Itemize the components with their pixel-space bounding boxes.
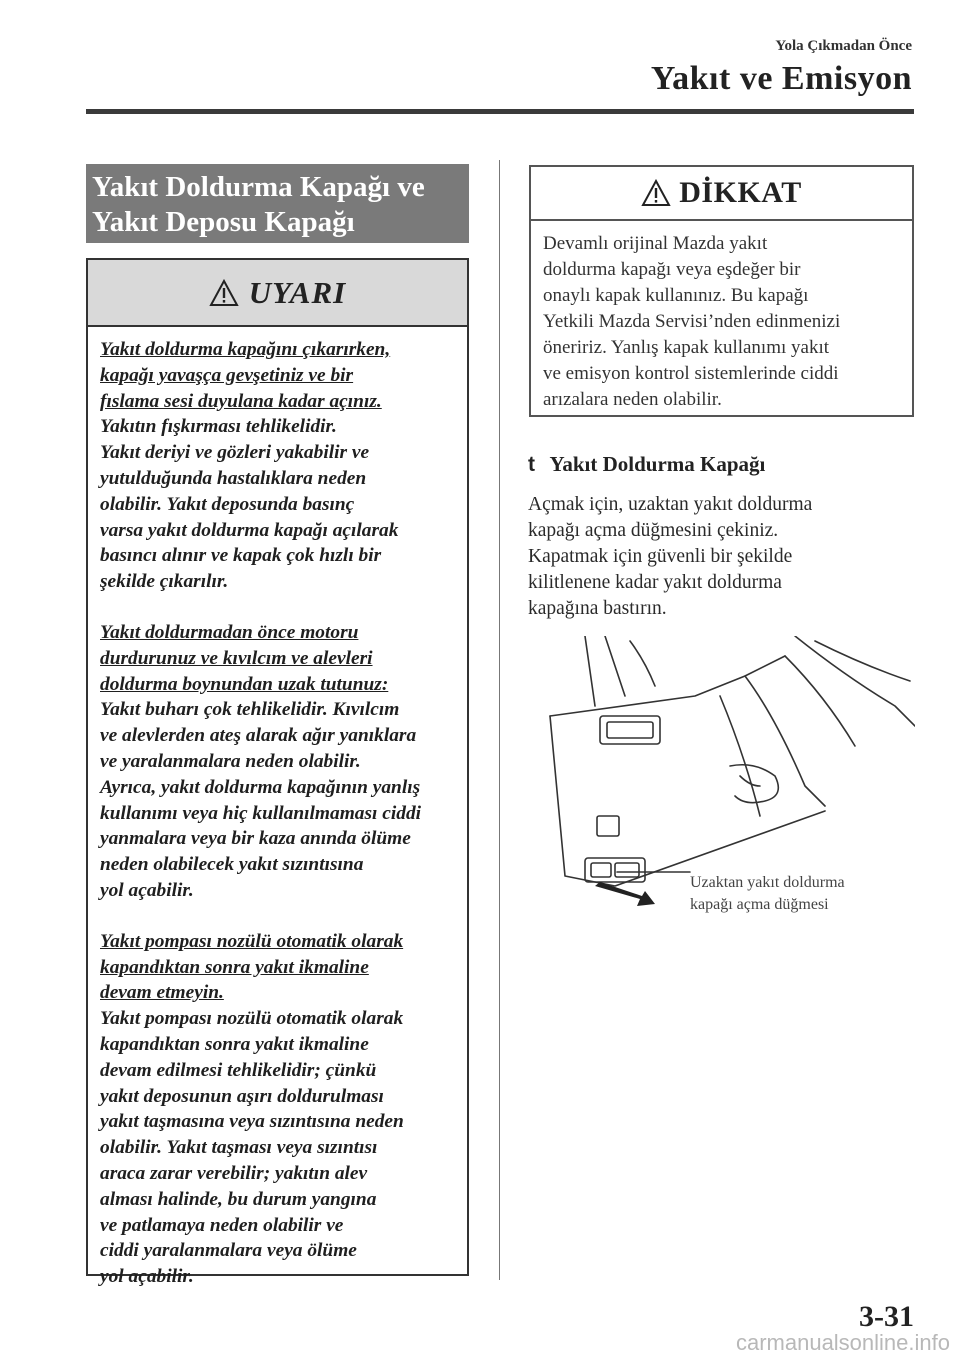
callout-line: Uzaktan yakıt doldurma (690, 874, 845, 891)
warning-emphasis-line: doldurma boynundan uzak tutunuz: (100, 673, 389, 695)
body-text-line: kapağı açma düğmesini çekiniz. (528, 520, 779, 541)
page-number: 3-31 (859, 1300, 914, 1333)
subsection-title: Yakıt Doldurma Kapağı (549, 452, 766, 476)
section-banner-line: Yakıt Deposu Kapağı (92, 206, 355, 238)
warning-emphasis-line: devam etmeyin. (100, 982, 224, 1004)
warning-label: UYARI (248, 274, 347, 310)
caution-text-line: onaylı kapak kullanınız. Bu kapağı (543, 285, 809, 306)
section-banner (86, 164, 469, 243)
callout-line: kapağı açma düğmesi (690, 896, 829, 913)
warning-text-line: Yakıtın fışkırması tehlikelidir. (100, 416, 337, 438)
warning-emphasis-line: Yakıt doldurmadan önce motoru (100, 621, 359, 643)
caution-box (529, 165, 914, 417)
warning-text-line: şekilde çıkarılır. (100, 571, 229, 593)
warning-emphasis-line: durdurunuz ve kıvılcım ve alevleri (100, 647, 373, 669)
warning-text-line: yakıt taşmasına veya sızıntısına neden (100, 1111, 404, 1133)
warning-text-line: yakıt deposunun aşırı doldurulması (100, 1085, 384, 1107)
section-banner-line: Yakıt Doldurma Kapağı ve (92, 171, 425, 203)
warning-text-line: araca zarar verebilir; yakıtın alev (100, 1162, 368, 1184)
caution-text-line: Yetkili Mazda Servisi’nden edinmenizi (543, 311, 841, 332)
paragraph-gap (100, 904, 455, 929)
warning-triangle-icon (209, 279, 239, 307)
warning-emphasis-line: kapandıktan sonra yakıt ikmaline (100, 956, 369, 978)
body-text-line: kapağına bastırın. (528, 598, 667, 619)
warning-emphasis-line: Yakıt pompası nozülü otomatik olarak (100, 930, 404, 952)
warning-text-line: Yakıt deriyi ve gözleri yakabilir ve (100, 442, 370, 464)
warning-text-line: ve yaralanmalara neden olabilir. (100, 750, 361, 772)
illustration-callout (690, 872, 845, 916)
paragraph-gap (100, 595, 455, 620)
caution-triangle-icon (641, 179, 671, 207)
subsection-heading (528, 452, 765, 477)
warning-text-line: ve alevlerden ateş alarak ağır yanıklara (100, 725, 417, 747)
body-text-line: Açmak için, uzaktan yakıt doldurma (528, 494, 813, 515)
warning-box (86, 258, 469, 1288)
warning-text-line: ve patlamaya neden olabilir ve (100, 1214, 344, 1236)
caution-label: DİKKAT (679, 176, 802, 209)
warning-text-line: neden olabilecek yakıt sızıntısına (100, 854, 364, 876)
warning-text-line: yanmalara veya bir kaza anında ölüme (100, 828, 411, 850)
warning-emphasis-line: kapağı yavaşça gevşetiniz ve bir (100, 364, 354, 386)
warning-text-line: ciddi yaralanmalara veya ölüme (100, 1240, 357, 1262)
body-text-line: kilitlenene kadar yakıt doldurma (528, 572, 782, 593)
warning-text-line: kapandıktan sonra yakıt ikmaline (100, 1033, 369, 1055)
warning-text-line: olabilir. Yakıt taşması veya sızıntısı (100, 1137, 378, 1159)
watermark: carmanualsonline.info (735, 1330, 950, 1355)
caution-text-line: doldurma kapağı veya eşdeğer bir (543, 259, 801, 280)
caution-text-line: öneririz. Yanlış kapak kullanımı yakıt (543, 337, 830, 358)
warning-text-line: basıncı alınır ve kapak çok hızlı bir (100, 545, 382, 567)
warning-text-line: Ayrıca, yakıt doldurma kapağının yanlış (100, 776, 421, 798)
page-title: Yakıt ve Emisyon (650, 60, 912, 97)
warning-text-line: yutulduğunda hastalıklara neden (100, 467, 367, 489)
subsection-bullet: t (528, 453, 535, 476)
caution-text-line: arızalara neden olabilir. (543, 389, 722, 410)
caution-text-line: Devamlı orijinal Mazda yakıt (543, 233, 768, 254)
subsection-body (528, 492, 908, 622)
warning-text-line: yol açabilir. (100, 879, 194, 901)
warning-emphasis-line: Yakıt doldurma kapağını çıkarırken, (100, 339, 391, 360)
header-rule (86, 109, 914, 114)
warning-text-line: Yakıt pompası nozülü otomatik olarak (100, 1008, 404, 1030)
header-chapter: Yola Çıkmadan Önce (775, 38, 912, 54)
warning-body (88, 327, 467, 1290)
warning-text-line: kullanımı veya hiç kullanılmaması ciddi (100, 802, 422, 824)
warning-header (88, 260, 467, 327)
caution-header (531, 167, 912, 221)
caution-text-line: ve emisyon kontrol sistemlerinde ciddi (543, 363, 839, 384)
warning-text-line: Yakıt buharı çok tehlikelidir. Kıvılcım (100, 699, 400, 721)
body-text-line: Kapatmak için güvenli bir şekilde (528, 546, 793, 567)
warning-text-line: olabilir. Yakıt deposunda basınç (100, 493, 355, 515)
warning-text-line: devam edilmesi tehlikelidir; çünkü (100, 1059, 377, 1081)
column-divider (499, 160, 500, 1280)
warning-emphasis-line: fıslama sesi duyulana kadar açınız. (100, 390, 382, 412)
warning-text-line: yol açabilir. (100, 1266, 194, 1288)
warning-text-line: alması halinde, bu durum yangına (100, 1188, 377, 1210)
caution-body (531, 221, 912, 423)
warning-text-line: varsa yakıt doldurma kapağı açılarak (100, 519, 399, 541)
